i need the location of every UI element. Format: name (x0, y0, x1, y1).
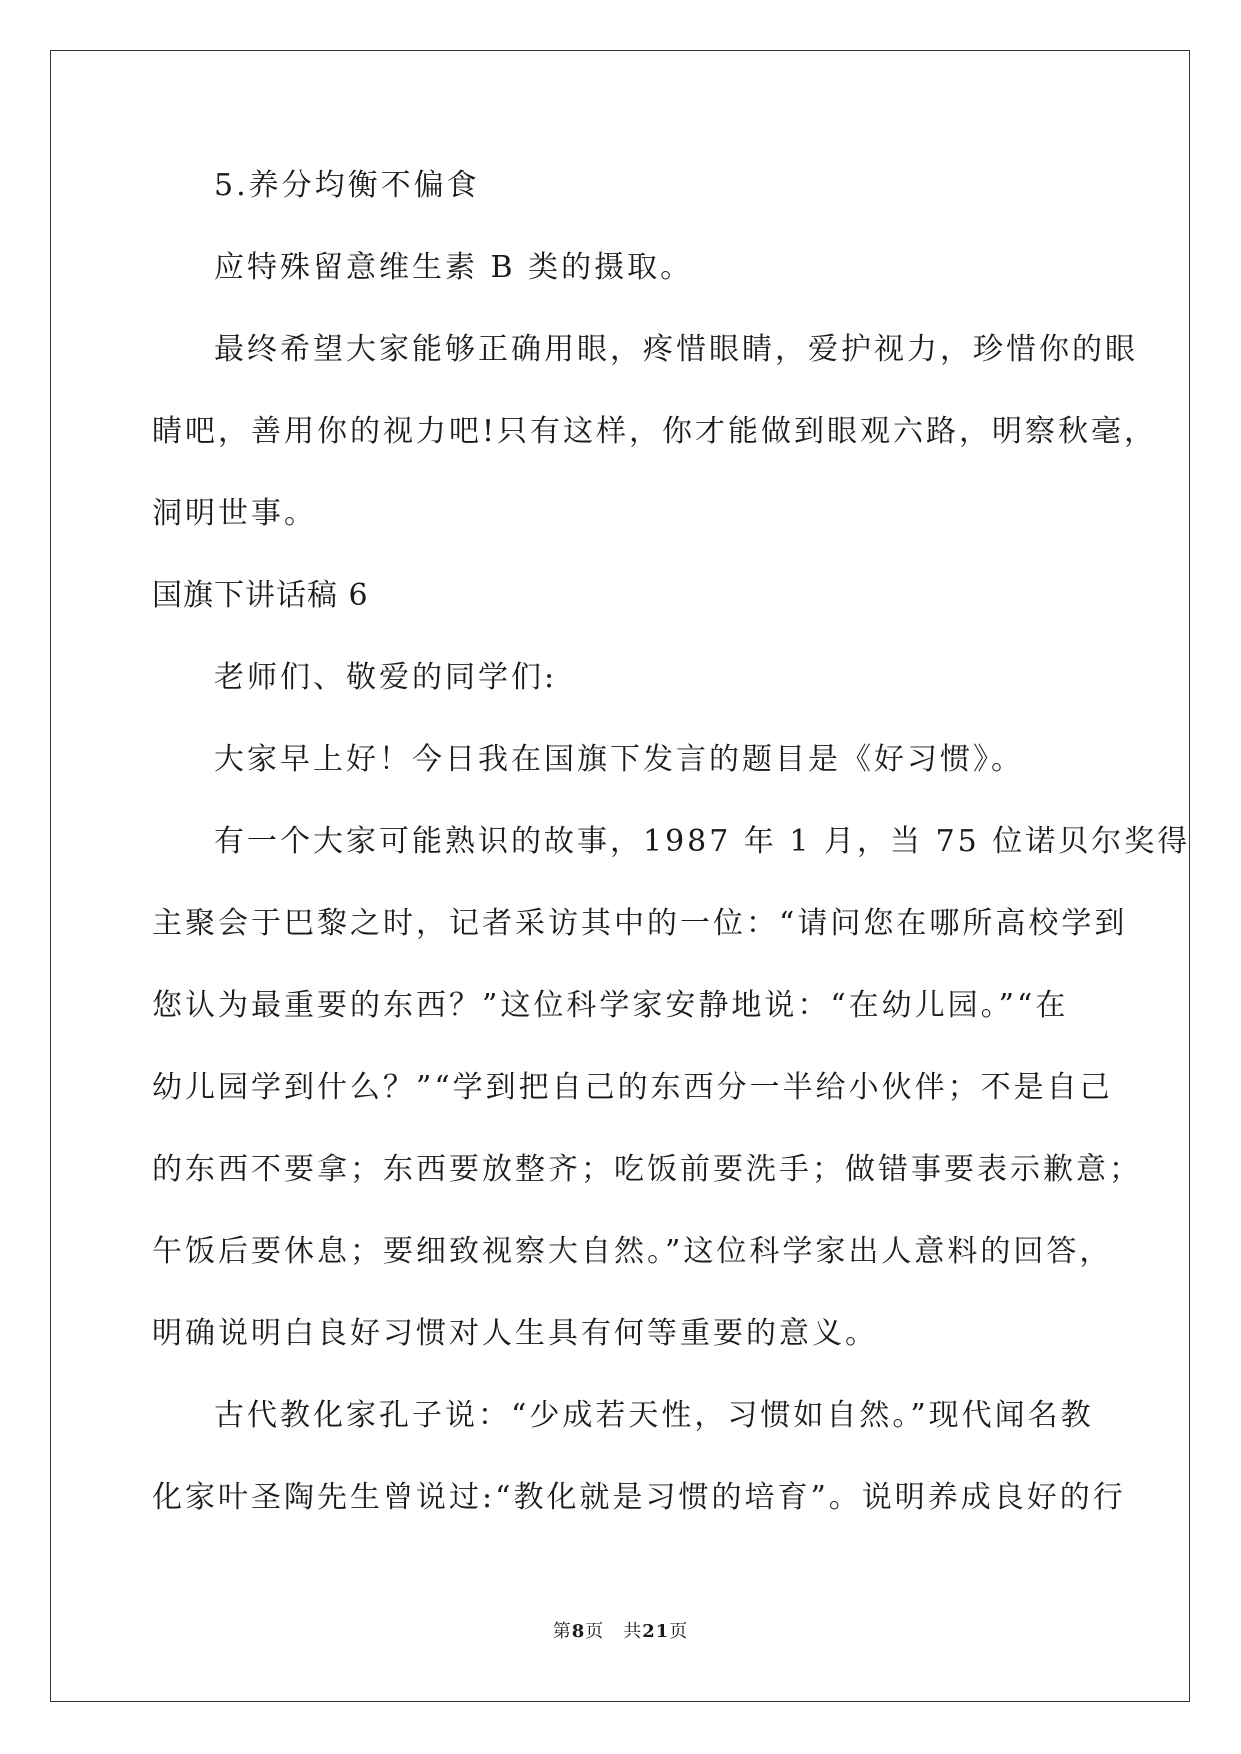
text-line: 明确说明白良好习惯对人生具有何等重要的意义。 (152, 1316, 878, 1351)
text-line: 洞明世事。 (152, 496, 317, 531)
text-line: 大家早上好！今日我在国旗下发言的题目是《好习惯》。 (214, 742, 1024, 777)
text-line: 应特殊留意维生素 B 类的摄取。 (214, 250, 694, 285)
section-heading: 国旗下讲话稿 6 (152, 578, 369, 613)
text-line: 您认为最重要的东西？”这位科学家安静地说：“在幼儿园。”“在 (152, 988, 1069, 1023)
text-line: 最终希望大家能够正确用眼，疼惜眼睛，爱护视力，珍惜你的眼 (214, 332, 1138, 367)
document-body (152, 162, 1191, 1556)
text-line: 古代教化家孔子说：“少成若天性，习惯如自然。”现代闻名教 (214, 1398, 1094, 1433)
text-line: 午饭后要休息；要细致视察大自然。”这位科学家出人意料的回答， (152, 1234, 1113, 1269)
footer-page-number: 8 (571, 1621, 586, 1642)
text-line: 幼儿园学到什么？”“学到把自己的东西分一半给小伙伴；不是自己 (152, 1070, 1113, 1105)
text-line: 的东西不要拿；东西要放整齐；吃饭前要洗手；做错事要表示歉意； (152, 1152, 1142, 1187)
text-line: 有一个大家可能熟识的故事，1987 年 1 月，当 75 位诺贝尔奖得 (214, 824, 1191, 859)
text-line: 化家叶圣陶先生曾说过:“教化就是习惯的培育”。说明养成良好的行 (152, 1480, 1126, 1515)
text-line: 睛吧，善用你的视力吧!只有这样，你才能做到眼观六路，明察秋毫， (152, 414, 1158, 449)
footer-prefix: 第 (552, 1621, 572, 1642)
text-line: 主聚会于巴黎之时，记者采访其中的一位：“请问您在哪所高校学到 (152, 906, 1128, 941)
text-line: 老师们、敬爱的同学们: (214, 660, 558, 695)
text-line: 5.养分均衡不偏食 (214, 168, 480, 203)
footer-middle: 页 共 (585, 1621, 643, 1642)
footer-suffix: 页 (669, 1621, 689, 1642)
page-footer (0, 1617, 1241, 1643)
footer-total-pages: 21 (642, 1621, 670, 1642)
